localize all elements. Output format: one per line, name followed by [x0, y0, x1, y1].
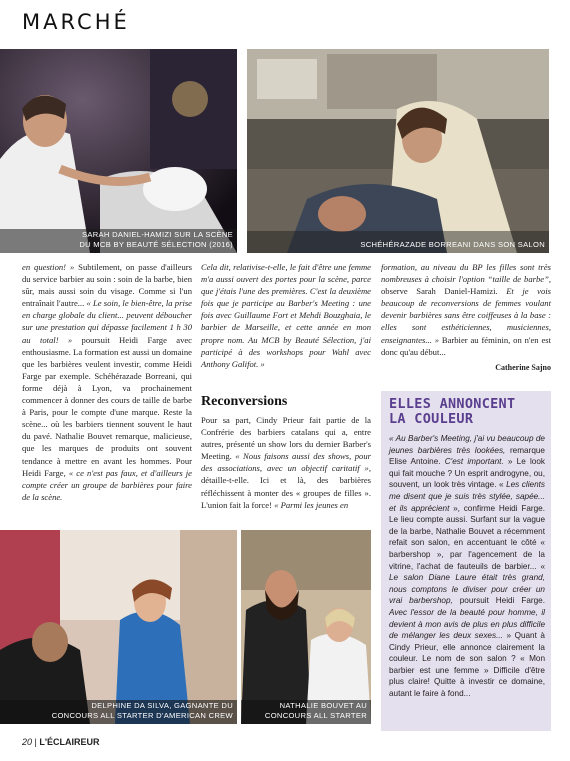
photo-caption: SARAH DANIEL-HAMIZI SUR LA SCÈNE DU MCB BY BEAUTÉ SÉLECTION (2016) — [79, 230, 233, 249]
sidebar-title: ELLES ANNONCENT LA COULEUR — [389, 396, 516, 427]
section-title: MARCHÉ — [22, 10, 130, 34]
page-number: 20 — [22, 737, 33, 747]
photo-caption: NATHALIE BOUVET AU CONCOURS ALL STARTER — [264, 701, 367, 720]
article-column-3: formation, au niveau du BP les filles sont très nombreuses à choisir l'option “taille de barbe”, observe Sarah Daniel-Hamizi. Et je vois beaucoup de reconversions de femmes voulant devenir barbières sans être coiffeuses à la base : elles sont esthéticiennes, musiciennes, enseignantes... » Barbier au féminin, on n'en est donc qu'au début... Catherine Sajno — [381, 261, 551, 374]
subheading-reconversions: Reconversions — [201, 394, 288, 409]
author-name: Catherine Sajno — [495, 362, 551, 372]
article-column-2-continued: Pour sa part, Cindy Prieur fait partie de la Confrérie des barbiers catalans qui a, entre autres, présenté un show lors du dernier Barber's Meeting. « Nous faisons aussi des shows, pour des associations, avec un objectif caritatif », détaille-t-elle. Ici et là, des barbières réfléchissent à monter des « groupes de filles ». L'union fait la force! « Parmi les jeunes en — [201, 415, 371, 510]
photo-scheherazade-borreani — [247, 49, 549, 253]
photo-delphine-da-silva — [0, 530, 237, 724]
sidebar-text: « Au Barber's Meeting, j'ai vu beaucoup de jeunes barbières très lookées, remarque Elise Antoine. C'est important. » Le look qui fait mouche ? Un esprit androgyne, ou, souvent, un look très vintage. « Les clients me disent que je suis très stylée, sapée... et ils apprécient », confirme Heidi Farge. Le lieu compte aussi. Surfant sur la vague de la barbe, Nathalie Bouvet a récemment refait son salon, en accentuant le côté « barbershop », par l'agencement de la vitrine, l'achat de fauteuils de barbier... « Le salon Diane Laure était très grand, nous comptons le diviser pour créer un vrai barbershop, poursuit Heidi Farge. Avec l'essor de la beauté pour homme, il devient à mon avis de plus en plus difficile de mélanger les deux sexes... » Quant à Cindy Prieur, elle annonce clairement la couleur. Le nom de son salon ? « Mon barbier est une femme » Difficile d'être plus claire! Quitte à investir ce domaine, autant le faire à fond... — [389, 434, 546, 699]
article-column-1: en question! » Subtilement, on passe d'ailleurs du service barbier au soin : soin de la barbe, bien sûr, mais aussi soin du visage. Comme si l'un entraînait l'autre... « Le soin, le bien-être, la prise en charge globale du client... peuvent déboucher sur une prestation qui dépasse facilement 1 h 30 au total! » poursuit Heidi Farge avec enthousiasme. La formation est aussi un domaine que les barbières veulent investir, comme Heidi Farge par exemple. Schéhérazade Borreani, qui forme déjà à Lyon, va prochainement commencer à donner des cours de taille de barbe à Paris, pour le compte d'une marque. Reste la scène... où les barbiers tiennent souvent le haut du pavé. Nathalie Bouvet remarque, malicieuse, que les marques de produits ont souvent tendance à mettre en avant les hommes. Pour Heidi Farge, « ce n'est pas faux, et d'ailleurs je compte créer un groupe de barbières pour faire de la scène. — [22, 262, 192, 502]
photo-sarah-daniel-hamizi — [0, 49, 237, 253]
article-column-2: Cela dit, relativise-t-elle, le fait d'être une femme m'a aussi ouvert des portes pour la scène, parce que j'étais l'une des premières. C'est la deuxième fois que je participe au Barber's Meeting : une fois avec Guillaume Fort et Mehdi Bouzghaia, le barbier de Marseille, et cette année en mon propre nom. Au MCB by Beauté Sélection, j'ai participé à des workshops pour Wahl avec Anthony Galifot. » — [201, 262, 371, 369]
photo-caption: DELPHINE DA SILVA, GAGNANTE DU CONCOURS ALL STARTER D'AMERICAN CREW — [51, 701, 233, 720]
page-footer: 20 | L'ÉCLAIREUR — [22, 737, 100, 747]
photo-caption: SCHÉHÉRAZADE BORREANI DANS SON SALON — [360, 240, 545, 249]
photo-nathalie-bouvet — [241, 530, 371, 724]
sidebar-box — [381, 391, 551, 731]
magazine-name: L'ÉCLAIREUR — [39, 737, 100, 747]
